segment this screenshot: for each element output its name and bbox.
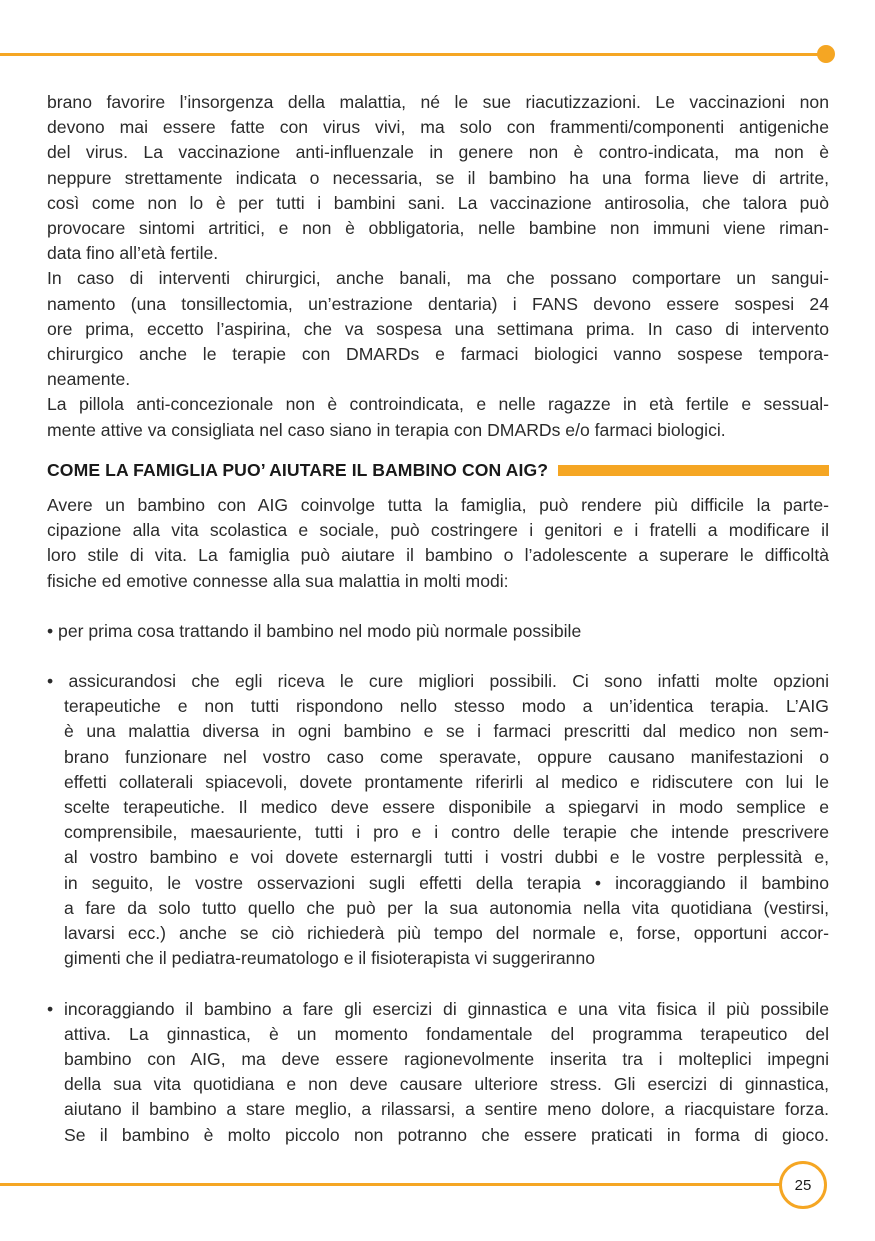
top-decorative-dot [817, 45, 835, 63]
text-line: comprensibile, maesauriente, tutti i pro e i contro delle terapie che intende prescrivere [64, 822, 829, 843]
bullet-text: • incoraggiando il bambino a fare gli esercizi di ginnastica e una vita fisica il più possibile [47, 998, 829, 1019]
text-line: aiutano il bambino a stare meglio, a rilassarsi, a sentire meno dolore, a riacquistare forza. [64, 1099, 829, 1120]
text-line: devono mai essere fatte con virus vivi, ma solo con frammenti/componenti antigeniche [47, 117, 829, 138]
section-heading-row [47, 458, 829, 483]
text-line: terapeutiche e non tutti rispondono nello stesso modo a un’identica terapia. L’AIG [64, 696, 829, 717]
page-number-badge [779, 1161, 827, 1209]
text-line: chirurgico anche le terapie con DMARDs e farmaci biologici vanno sospese tempora- [47, 344, 829, 365]
bullet-text: • per prima cosa trattando il bambino nel modo più normale possibile [47, 620, 582, 641]
bullet-text: • assicurandosi che egli riceva le cure migliori possibili. Ci sono infatti molte opzioni [47, 671, 829, 692]
intro-paragraph [47, 90, 829, 266]
bottom-decorative-rule [0, 1183, 782, 1186]
pill-paragraph [47, 392, 829, 442]
text-line: cipazione alla vita scolastica e sociale, può costringere i genitori e i fratelli a modificare il [47, 520, 829, 541]
heading-accent-bar [558, 465, 829, 476]
bullet-item-best-care [47, 669, 829, 971]
bullet-item-exercise [47, 997, 829, 1148]
text-line: della sua vita quotidiana e non deve causare ulteriore stress. Gli esercizi di ginnastica, [64, 1074, 829, 1095]
text-line: brano favorire l’insorgenza della malattia, né le sue riacutizzazioni. Le vaccinazioni non [47, 92, 829, 112]
text-line: è una malattia diversa in ogni bambino e se i farmaci prescritti dal medico non sem- [64, 721, 829, 742]
text-line: in seguito, le vostre osservazioni sugli effetti della terapia • incoraggiando il bambino [64, 872, 829, 893]
text-line: provocare sintomi artritici, e non è obbligatoria, nelle bambine non immuni viene riman- [47, 218, 829, 239]
text-line: fisiche ed emotive connesse alla sua malattia in molti modi: [47, 570, 509, 591]
page-content [47, 90, 829, 1148]
text-line: data fino all’età fertile. [47, 243, 219, 264]
text-line: loro stile di vita. La famiglia può aiutare il bambino o l’adolescente a superare le difficoltà [47, 545, 829, 566]
text-line: In caso di interventi chirurgici, anche banali, ma che possano comportare un sangui- [47, 268, 829, 289]
text-line: lavarsi ecc.) anche se ciò richiederà più tempo del normale e, forse, opportuni accor- [64, 923, 829, 944]
text-line: neppure strettamente indicata o necessaria, se il bambino ha una forma lieve di artrite, [47, 167, 829, 188]
text-line: gimenti che il pediatra-reumatologo e il fisioterapista vi suggeriranno [64, 948, 596, 969]
family-paragraph [47, 493, 829, 594]
text-line: La pillola anti-concezionale non è controindicata, e nelle ragazze in età fertile e sessual- [47, 394, 829, 415]
text-line: attiva. La ginnastica, è un momento fondamentale del programma terapeutico del [64, 1023, 829, 1044]
bullet-item-normal-treatment [47, 619, 829, 644]
text-line: al vostro bambino e voi dovete esternargli tutti i vostri dubbi e le vostre perplessità e, [64, 847, 829, 868]
text-line: scelte terapeutiche. Il medico deve essere disponibile a spiegarvi in modo semplice e [64, 797, 829, 818]
text-line: namento (una tonsillectomia, un’estrazione dentaria) i FANS devono essere sospesi 24 [47, 293, 829, 314]
surgery-paragraph [47, 266, 829, 392]
page-number: 25 [794, 1176, 812, 1194]
section-heading: COME LA FAMIGLIA PUO’ AIUTARE IL BAMBINO CON AIG? [47, 459, 549, 480]
text-line: brano funzionare nel vostro caso come speravate, oppure causano manifestazioni o [64, 746, 829, 767]
text-line: mente attive va consigliata nel caso siano in terapia con DMARDs e/o farmaci biologici. [47, 419, 726, 440]
text-line: Se il bambino è molto piccolo non potranno che essere praticati in forma di gioco. [64, 1124, 829, 1145]
text-line: così come non lo è per tutti i bambini sani. La vaccinazione antirosolia, che talora può [47, 192, 829, 213]
text-line: a fare da solo tutto quello che può per la sua autonomia nella vita quotidiana (vestirsi, [64, 897, 829, 918]
text-line: effetti collaterali spiacevoli, dovete prontamente riferirli al medico e ridiscutere con lui le [64, 771, 829, 792]
text-line: del virus. La vaccinazione anti-influenzale in genere non è contro-indicata, ma non è [47, 142, 829, 163]
text-line: ore prima, eccetto l’aspirina, che va sospesa una settimana prima. In caso di intervento [47, 318, 829, 339]
text-line: neamente. [47, 369, 131, 390]
top-decorative-rule [0, 53, 822, 56]
text-line: Avere un bambino con AIG coinvolge tutta la famiglia, può rendere più difficile la parte- [47, 495, 829, 516]
text-line: bambino con AIG, ma deve essere ragionevolmente inserita tra i molteplici impegni [64, 1048, 829, 1069]
